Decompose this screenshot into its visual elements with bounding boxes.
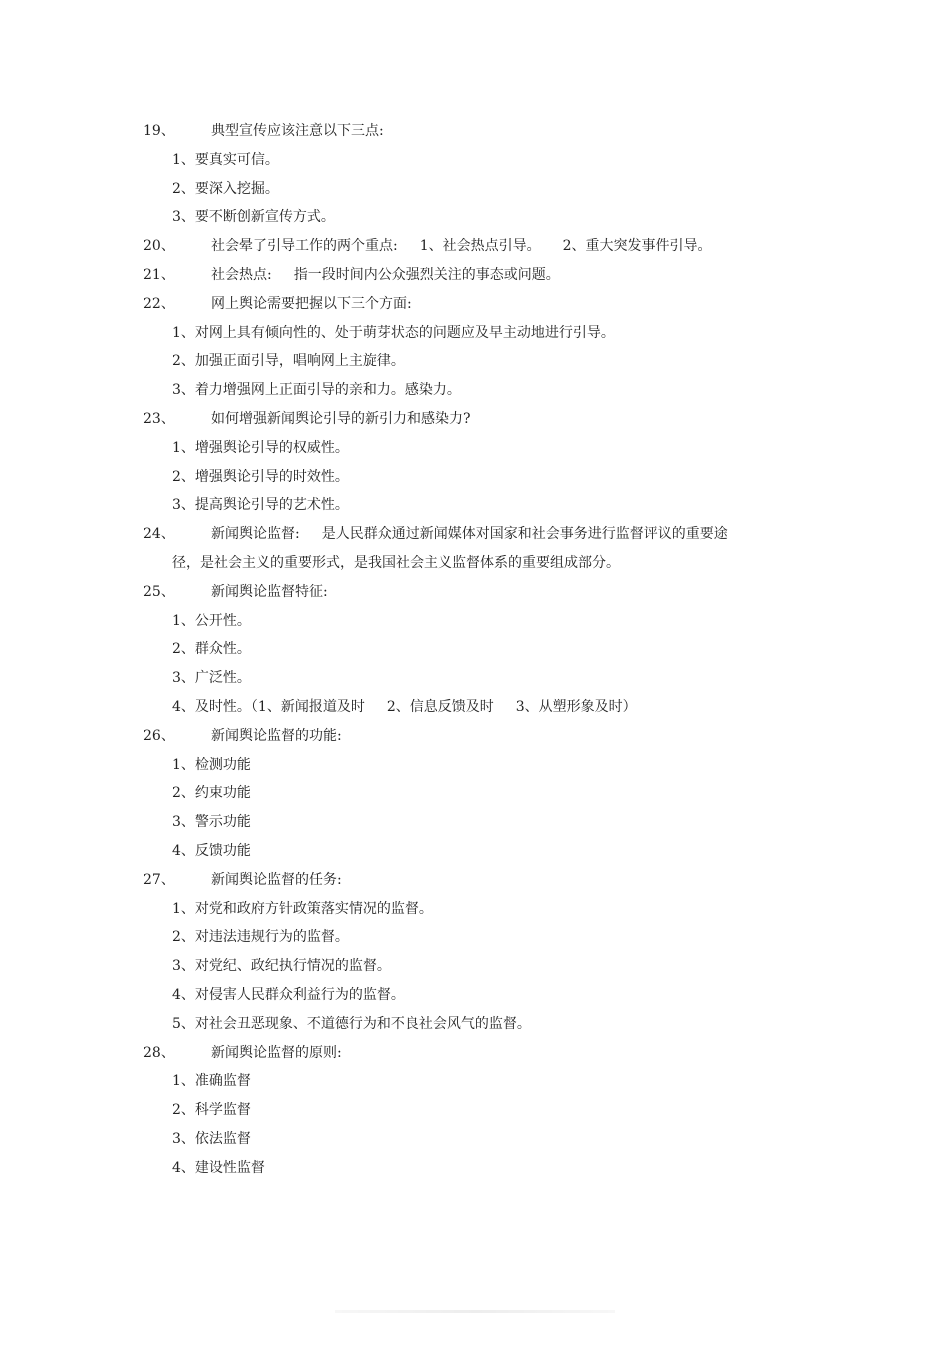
document-body — [0, 117, 950, 1182]
list-item-main: 3、对党纪、政纪执行情况的监督。 — [172, 958, 391, 975]
question-number: 23、 — [143, 410, 175, 427]
list-item — [0, 923, 950, 952]
list-item-main: 2、科学监督 — [172, 1102, 251, 1119]
question-title: 社会热点: — [211, 266, 272, 283]
question-line — [0, 290, 950, 319]
list-item-main: 4、及时性。（1、新闻报道及时 — [172, 698, 365, 715]
list-item — [0, 1096, 950, 1125]
list-item-text — [172, 491, 349, 520]
question-number: 26、 — [143, 727, 175, 744]
question-title: 新闻舆论监督的任务: — [211, 871, 342, 888]
list-item — [0, 635, 950, 664]
list-item — [0, 203, 950, 232]
list-item-text — [172, 779, 251, 808]
list-item-text — [172, 693, 637, 722]
list-item — [0, 837, 950, 866]
list-item-main: 1、对党和政府方针政策落实情况的监督。 — [172, 900, 433, 917]
list-item-text — [172, 175, 279, 204]
list-item — [0, 779, 950, 808]
question-title: 新闻舆论监督: — [211, 526, 300, 543]
list-item-main: 1、增强舆论引导的权威性。 — [172, 439, 349, 456]
list-item — [0, 808, 950, 837]
question-text — [211, 290, 412, 319]
list-item-text — [172, 952, 391, 981]
question-number: 19、 — [143, 123, 175, 139]
question-title: 新闻舆论监督特征: — [211, 583, 328, 600]
question-line — [0, 578, 950, 607]
list-item-text — [172, 607, 251, 636]
list-item — [0, 549, 950, 578]
list-item-main: 3、广泛性。 — [172, 670, 251, 687]
list-item-detail: 3、从塑形象及时） — [515, 698, 637, 715]
list-item-main: 1、检测功能 — [172, 756, 251, 773]
list-item-main: 2、增强舆论引导的时效性。 — [172, 468, 349, 485]
list-item — [0, 1010, 950, 1039]
question-text — [211, 405, 471, 434]
question-detail: 是人民群众通过新闻媒体对国家和社会事务进行监督评议的重要途 — [321, 526, 728, 543]
list-item-text — [172, 347, 405, 376]
list-item — [0, 751, 950, 780]
question-line — [0, 866, 950, 895]
question-detail: 指一段时间内公众强烈关注的事态或问题。 — [293, 266, 560, 283]
question-text — [211, 866, 342, 895]
list-item-main: 1、准确监督 — [172, 1073, 251, 1090]
question-line — [0, 117, 950, 146]
list-item — [0, 1125, 950, 1154]
list-item-text — [172, 434, 349, 463]
list-item — [0, 693, 950, 722]
question-title: 网上舆论需要把握以下三个方面: — [211, 295, 412, 312]
list-item — [0, 664, 950, 693]
question-text — [211, 520, 728, 549]
list-item-main: 2、约束功能 — [172, 785, 251, 802]
list-item-detail: 2、信息反馈及时 — [386, 698, 494, 715]
list-item-main: 1、对网上具有倾向性的、处于萌芽状态的问题应及早主动地进行引导。 — [172, 324, 615, 341]
footer-smudge — [335, 1310, 615, 1313]
list-item-text — [172, 319, 615, 348]
question-line — [0, 520, 950, 549]
list-item-main: 1、要真实可信。 — [172, 151, 279, 168]
list-item-text — [172, 203, 335, 232]
question-title: 典型宣传应该注意以下三点: — [211, 123, 384, 139]
question-text — [211, 578, 328, 607]
question-number: 22、 — [143, 295, 175, 312]
list-item — [0, 607, 950, 636]
list-item-main: 1、公开性。 — [172, 612, 251, 629]
list-item-text — [172, 981, 405, 1010]
question-number: 24、 — [143, 526, 175, 543]
question-text — [211, 1039, 342, 1068]
list-item-main: 4、对侵害人民群众利益行为的监督。 — [172, 986, 405, 1003]
list-item — [0, 347, 950, 376]
list-item-text — [172, 635, 251, 664]
list-item-main: 3、要不断创新宣传方式。 — [172, 209, 335, 226]
question-text — [211, 117, 384, 146]
list-item-main: 2、群众性。 — [172, 641, 251, 658]
question-line — [0, 405, 950, 434]
list-item-text — [172, 664, 251, 693]
list-item-main: 5、对社会丑恶现象、不道德行为和不良社会风气的监督。 — [172, 1015, 531, 1032]
list-item-text — [172, 376, 461, 405]
list-item-text — [172, 1125, 251, 1154]
question-detail: 2、重大突发事件引导。 — [562, 238, 712, 255]
question-line — [0, 232, 950, 261]
list-item-text — [172, 463, 349, 492]
list-item-main: 3、提高舆论引导的艺术性。 — [172, 497, 349, 514]
list-item-main: 径，是社会主义的重要形式，是我国社会主义监督体系的重要组成部分。 — [172, 554, 620, 571]
list-item-main: 4、反馈功能 — [172, 842, 251, 859]
list-item — [0, 463, 950, 492]
list-item-text — [172, 923, 349, 952]
list-item-main: 2、要深入挖掘。 — [172, 180, 279, 197]
list-item-text — [172, 751, 251, 780]
list-item — [0, 895, 950, 924]
list-item — [0, 1154, 950, 1183]
question-detail: 1、社会热点引导。 — [419, 238, 541, 255]
question-line — [0, 1039, 950, 1068]
list-item — [0, 1067, 950, 1096]
list-item — [0, 981, 950, 1010]
list-item-main: 3、警示功能 — [172, 814, 251, 831]
list-item — [0, 146, 950, 175]
list-item — [0, 175, 950, 204]
list-item-main: 3、着力增强网上正面引导的亲和力。感染力。 — [172, 382, 461, 399]
question-title: 新闻舆论监督的原则: — [211, 1044, 342, 1061]
list-item — [0, 434, 950, 463]
list-item-text — [172, 146, 279, 175]
question-title: 如何增强新闻舆论引导的新引力和感染力? — [211, 410, 471, 427]
list-item — [0, 491, 950, 520]
list-item-text — [172, 837, 251, 866]
question-number: 28、 — [143, 1044, 175, 1061]
question-title: 社会晕了引导工作的两个重点: — [211, 238, 398, 255]
question-text — [211, 722, 342, 751]
list-item-text — [172, 549, 620, 578]
list-item — [0, 376, 950, 405]
question-title: 新闻舆论监督的功能: — [211, 727, 342, 744]
list-item-text — [172, 1154, 265, 1183]
list-item — [0, 952, 950, 981]
question-number: 20、 — [143, 238, 175, 255]
question-line — [0, 722, 950, 751]
list-item-main: 2、对违法违规行为的监督。 — [172, 929, 349, 946]
list-item-main: 3、依法监督 — [172, 1130, 251, 1147]
list-item — [0, 319, 950, 348]
question-text — [211, 232, 712, 261]
list-item-main: 2、加强正面引导，唱响网上主旋律。 — [172, 353, 405, 370]
list-item-text — [172, 1096, 251, 1125]
list-item-main: 4、建设性监督 — [172, 1159, 265, 1176]
question-line — [0, 261, 950, 290]
question-number: 21、 — [143, 266, 175, 283]
list-item-text — [172, 1010, 531, 1039]
question-text — [211, 261, 560, 290]
question-number: 25、 — [143, 583, 175, 600]
list-item-text — [172, 895, 433, 924]
list-item-text — [172, 1067, 251, 1096]
question-number: 27、 — [143, 871, 175, 888]
list-item-text — [172, 808, 251, 837]
